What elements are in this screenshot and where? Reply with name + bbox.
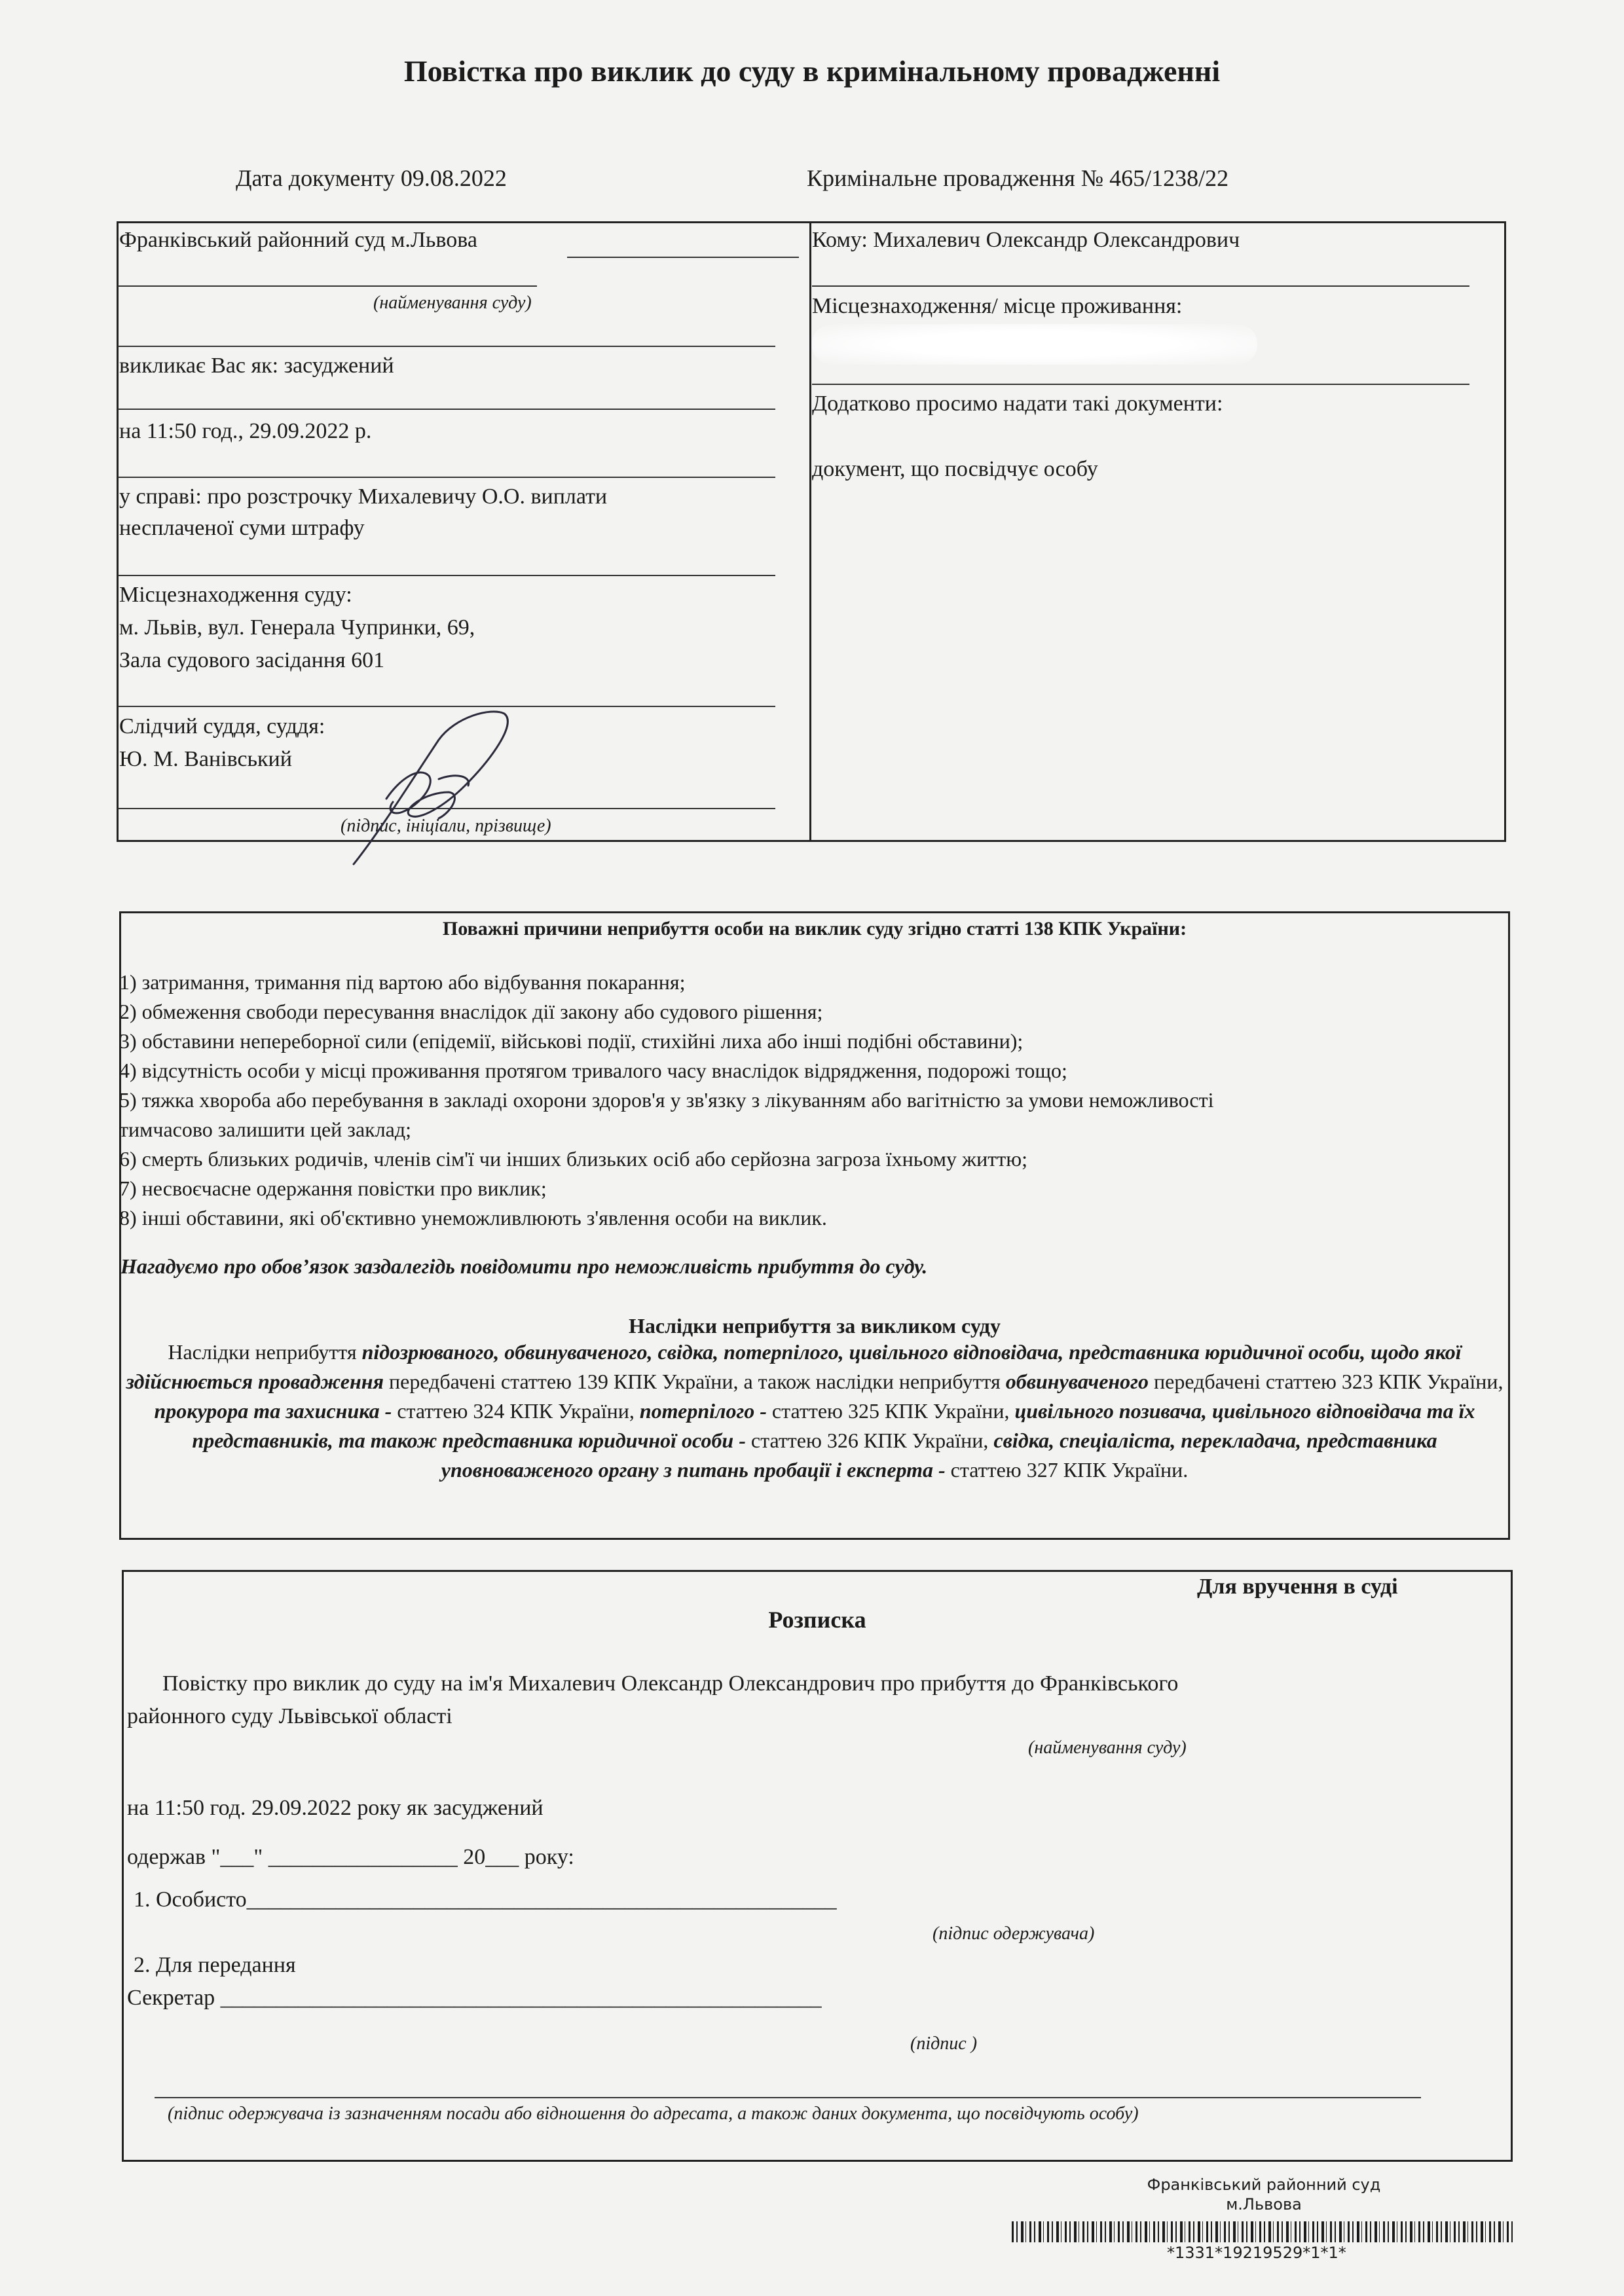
case-number: Кримінальне провадження № 465/1238/22 [807, 165, 1229, 191]
underline [118, 575, 775, 576]
reasons-heading: Поважні причини неприбуття особи на виклик суду згідно статті 138 КПК України: [442, 918, 1187, 939]
court-location-line-1: м. Львів, вул. Генерала Чупринки, 69, [119, 615, 475, 640]
recipient-signature-caption: (підпис одержувача) [932, 1923, 1095, 1944]
signature-caption: (підпис, ініціали, прізвище) [341, 816, 551, 836]
judge-label: Слідчий суддя, суддя: [119, 714, 325, 738]
reason-item: 4) відсутність особи у місці проживання протягом тривалого часу внаслідок відрядження, подорожі тощо; [119, 1059, 1067, 1082]
judge-signature [341, 701, 524, 877]
consequences-heading: Наслідки неприбуття за викликом суду [629, 1314, 1001, 1338]
consequences-segment: Наслідки неприбуття [168, 1340, 362, 1364]
reminder: Нагадуємо про обов’язок заздалегідь повідомити про неможливість прибуття до суду. [120, 1254, 928, 1278]
consequences-paragraph [123, 1338, 1506, 1485]
consequences-segment: статтею 325 КПК України, [766, 1399, 1015, 1423]
secretary-signature-caption: (підпис ) [910, 2033, 978, 2054]
court-location-line-2: Зала судового засідання 601 [119, 648, 385, 672]
consequences-segment: статтею 327 КПК України. [945, 1458, 1189, 1482]
summons-as: викликає Вас як: засуджений [119, 354, 394, 378]
consequences-segment: потерпілого - [639, 1399, 767, 1423]
underline [118, 285, 537, 287]
consequences-segment: статтею 326 КПК України, [745, 1429, 994, 1452]
receipt-secretary: Секретар ______________________________________________________ [127, 1986, 822, 2010]
consequences-segment: підозрюваного, обвинуваченого, свідка, потерпілого, цивільного відповідача, представника юридичної особи, щодо якої здійснюється провадження [126, 1340, 1462, 1393]
reason-item: 7) несвоєчасне одержання повістки про виклик; [119, 1176, 547, 1200]
underline [812, 285, 1469, 287]
matter-line-2: несплаченої суми штрафу [119, 516, 365, 540]
address-label: Місцезнаходження/ місце проживання: [812, 294, 1183, 318]
reason-item: 5) тяжка хвороба або перебування в закладі охорони здоров'я у зв'язку з лікуванням або вагітністю за умови неможливості [119, 1088, 1214, 1112]
underline [118, 477, 775, 478]
reasons-list [119, 968, 1501, 1233]
column-divider [809, 221, 811, 842]
redacted-address [812, 324, 1257, 365]
court-caption: (найменування суду) [373, 293, 532, 313]
document-title: Повістка про виклик до суду в кримінальному провадженні [403, 54, 1221, 88]
consequences-segment: передбачені статтею 323 КПК України, [1148, 1370, 1504, 1393]
reason-item: 6) смерть близьких родичів, членів сім'ї чи інших близьких осіб або серйозна загроза їхньому життю; [119, 1147, 1028, 1171]
reason-item: тимчасово залишити цей заклад; [119, 1118, 412, 1141]
documents-value: документ, що посвідчує особу [812, 457, 1098, 481]
footer-court-line-1: Франківський районний суд [1147, 2176, 1381, 2194]
documents-label: Додатково просимо надати такі документи: [812, 392, 1223, 416]
underline [118, 346, 775, 347]
receipt-transfer: 2. Для передання [134, 1953, 296, 1977]
consequences-segment: обвинуваченого [1005, 1370, 1149, 1393]
consequences-segment: цивільного позивача, цивільного відповідача та їх представників, та також представника юридичної особи - [192, 1399, 1475, 1452]
consequences-segment: свідка, спеціаліста, перекладача, представника уповноваженого органу з питань пробації і експерта - [441, 1429, 1437, 1482]
footer-court-line-2: м.Львова [1226, 2195, 1302, 2214]
consequences-segment: прокурора та захисника - [154, 1399, 392, 1423]
bottom-caption: (підпис одержувача із зазначенням посади або відношення до адресата, а також даних документа, що посвідчують особу) [168, 2104, 1139, 2124]
receipt-court-caption: (найменування суду) [1028, 1738, 1187, 1758]
reason-item: 8) інші обставини, які об'єктивно унеможливлюють з'явлення особи на виклик. [119, 1206, 827, 1230]
reason-item: 3) обставини непереборної сили (епідемії, військові події, стихійні лиха або інші подібні обставини); [119, 1029, 1024, 1053]
underline [118, 409, 775, 410]
receipt-line-2: районного суду Львівської області [127, 1704, 452, 1728]
hearing-datetime: на 11:50 год., 29.09.2022 р. [119, 419, 372, 443]
document-date: Дата документу 09.08.2022 [236, 165, 507, 191]
receipt-received: одержав "___" _________________ 20___ року: [127, 1845, 574, 1869]
barcode-text: *1331*19219529*1*1* [1167, 2244, 1346, 2262]
reason-item: 1) затримання, тримання під вартою або відбування покарання; [119, 970, 686, 994]
receipt-personal: 1. Особисто_____________________________________________________ [134, 1887, 837, 1912]
matter-line-1: у справі: про розстрочку Михалевичу О.О. виплати [119, 484, 608, 509]
consequences-segment: передбачені статтею 139 КПК України, а також наслідки неприбуття [383, 1370, 1006, 1393]
court-location-label: Місцезнаходження суду: [119, 583, 352, 607]
court-name: Франківський районний суд м.Львова [119, 228, 477, 252]
reason-item: 2) обмеження свободи пересування внаслідок дії закону або судового рішення; [119, 1000, 823, 1023]
underline [812, 384, 1469, 385]
receipt-line-1: Повістку про виклик до суду на ім'я Михалевич Олександр Олександрович про прибуття до Франківського [162, 1671, 1179, 1696]
for-court-delivery: Для вручення в суді [1197, 1575, 1398, 1599]
consequences-segment: статтею 324 КПК України, [392, 1399, 640, 1423]
receipt-title: Розписка [768, 1607, 866, 1633]
barcode [1012, 2221, 1516, 2242]
receipt-datetime: на 11:50 год. 29.09.2022 року як засуджений [127, 1796, 544, 1820]
underline [567, 257, 799, 258]
judge-name: Ю. М. Ванівський [119, 747, 292, 771]
recipient-name: Кому: Михалевич Олександр Олександрович [812, 228, 1240, 252]
underline [155, 2097, 1421, 2098]
